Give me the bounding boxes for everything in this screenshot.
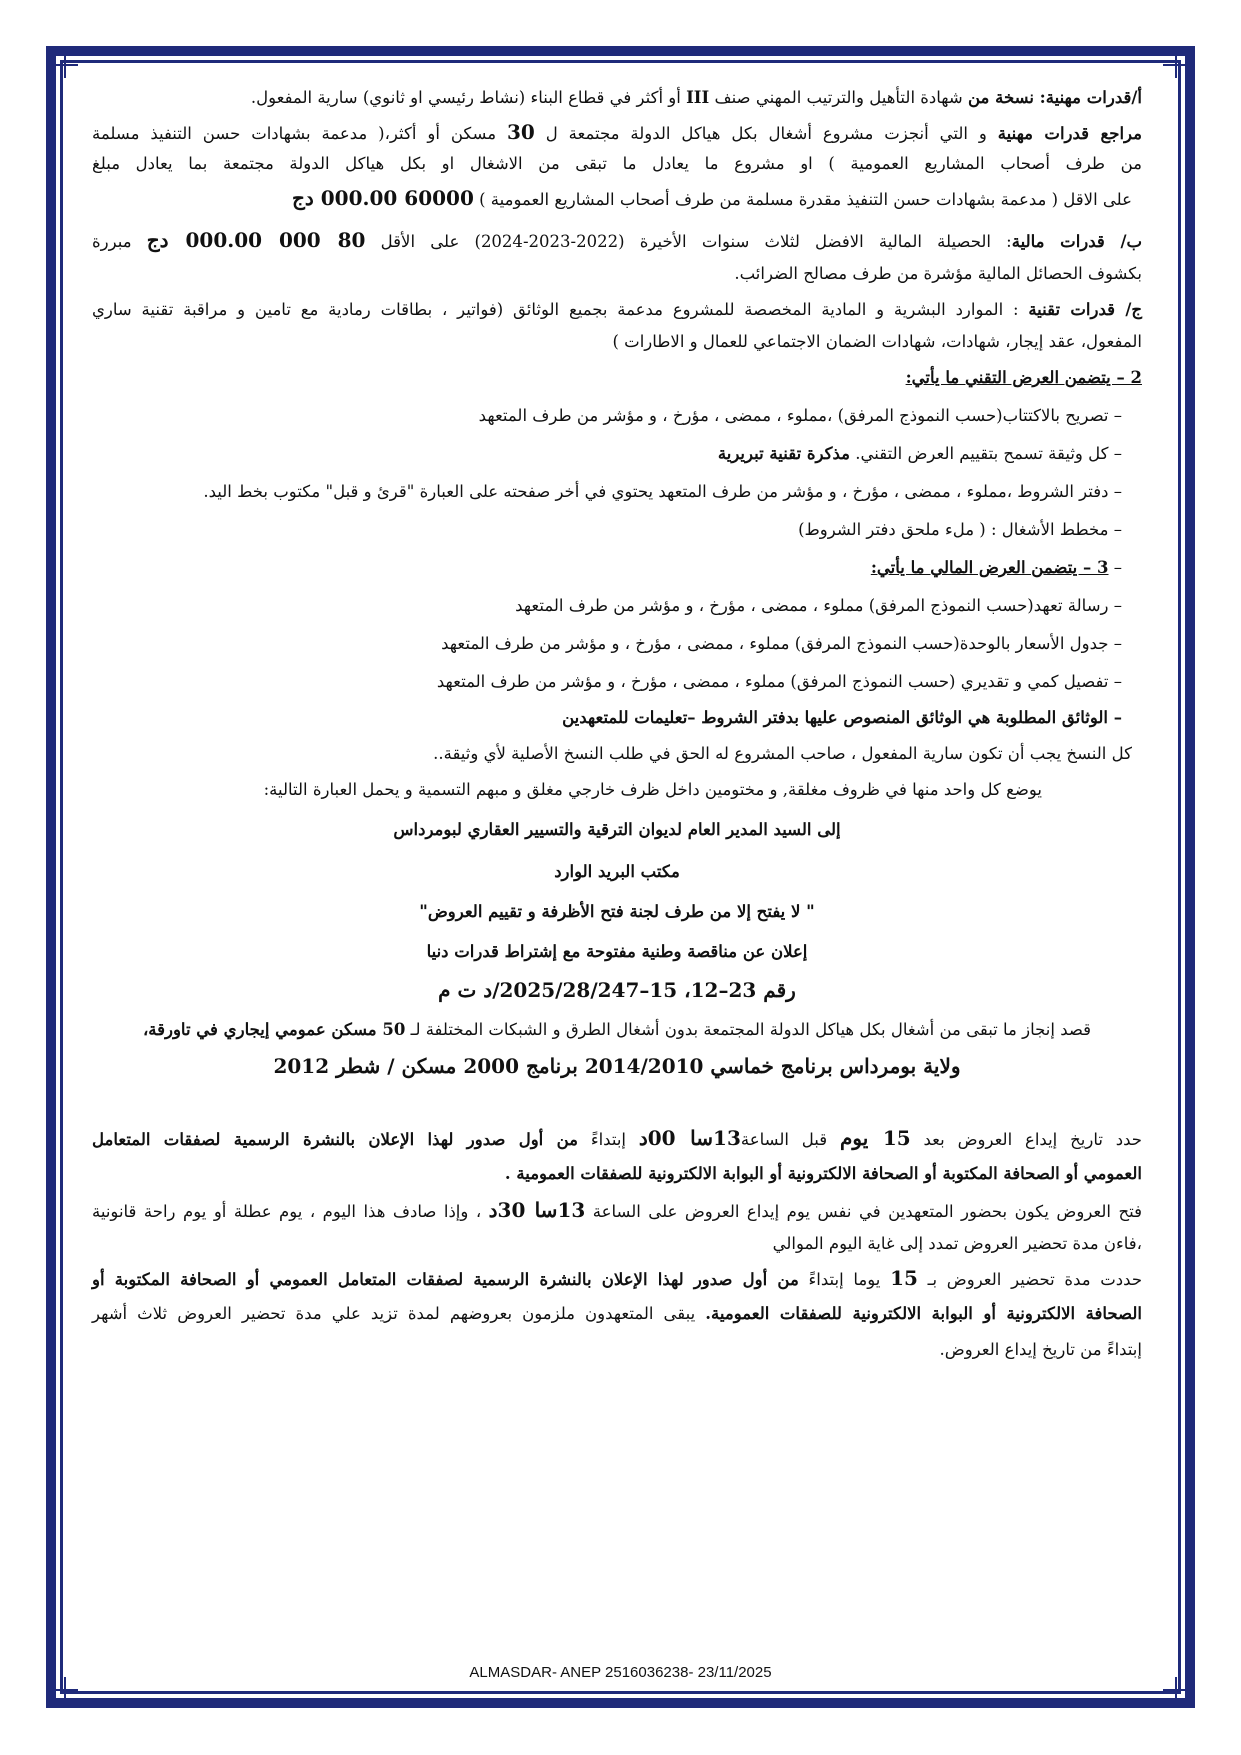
technical-item-2: – كل وثيقة تسمح بتقييم العرض التقني. مذكرة تقنية تبريرية <box>717 444 1122 463</box>
financial-item-3: – تفصيل كمي و تقديري (حسب النموذج المرفق) مملوء ، ممضى ، مؤرخ ، و مؤشر من طرف المتعهد <box>436 672 1122 691</box>
technical-offer-heading: 2 – يتضمن العرض التقني ما يأتي: <box>905 368 1142 387</box>
financial-offer-heading: – 3 – يتضمن العرض المالي ما يأتي: <box>870 558 1122 577</box>
copies-note: كل النسخ يجب أن تكون سارية المفعول ، صاحب المشروع له الحق في طلب النسخ الأصلية لأي وثيقة.. <box>433 744 1132 763</box>
address-line-3: " لا يفتح إلا من طرف لجنة فتح الأظرفة و تقييم العروض" <box>419 902 815 921</box>
financial-capacity-line-2: بكشوف الحصائل المالية مؤشرة من طرف مصالح الضرائب. <box>734 264 1142 283</box>
references-line-1: مراجع قدرات مهنية و التي أنجزت مشروع أشغال بكل هياكل الدولة مجتمعة ل 30 مسكن أو أكثر،( مدعمة بشهادات حسن التنفيذ مسلمة <box>92 120 1142 144</box>
technical-capacity-line-2: المفعول، عقد إيجار، شهادات، شهادات الضمان الاجتماعي للعمال و الاطارات ) <box>612 332 1142 351</box>
project-line-2: ولاية بومرداس برنامج خماسي 2014/2010 برنامج 2000 مسكن / شطر 2012 <box>273 1054 961 1078</box>
technical-item-3: – دفتر الشروط ،مملوء ، ممضى ، مؤرخ ، و مؤشر من طرف المتعهد يحتوي في أخر صفحته على العبارة "قرئ و قبل" مكتوب بخط اليد. <box>203 482 1122 501</box>
technical-item-1: – تصريح بالاكتتاب(حسب النموذج المرفق) ،مملوء ، ممضى ، مؤرخ ، و مؤشر من طرف المتعهد <box>478 406 1122 425</box>
opening-line-2: ،فاءن مدة تحضير العروض تمدد إلى غاية اليوم الموالي <box>772 1234 1142 1253</box>
financial-item-2: – جدول الأسعار بالوحدة(حسب النموذج المرفق) مملوء ، ممضى ، مؤرخ ، و مؤشر من طرف المتعهد <box>441 634 1122 653</box>
project-line-1: قصد إنجاز ما تبقى من أشغال بكل هياكل الدولة المجتمعة بدون أشغال الطرق و الشبكات المختلفة لـ 50 مسكن عمومي إيجاري في تاورقة، <box>142 1020 1092 1039</box>
footer-reference: ALMASDAR- ANEP 2516036238- 23/11/2025 <box>469 1664 772 1681</box>
preparation-line-3: إبتداءً من تاريخ إيداع العروض. <box>939 1340 1142 1359</box>
required-documents: – الوثائق المطلوبة هي الوثائق المنصوص عليها بدفتر الشروط –تعليمات للمتعهدين <box>562 708 1122 727</box>
address-line-2: مكتب البريد الوارد <box>554 862 680 881</box>
financial-item-1: – رسالة تعهد(حسب النموذج المرفق) مملوء ، ممضى ، مؤرخ ، و مؤشر من طرف المتعهد <box>515 596 1122 615</box>
opening-line-1: فتح العروض يكون بحضور المتعهدين في نفس يوم إيداع العروض على الساعة 13سا 30د ، وإذا صادف هذا اليوم ، يوم عطلة أو يوم راحة قانونية <box>92 1198 1142 1222</box>
professional-capacity-line: أ/قدرات مهنية: نسخة من شهادة التأهيل والترتيب المهني صنف III أو أكثر في قطاع البناء (نشاط رئيسي او ثانوي) سارية المفعول. <box>250 88 1142 107</box>
deadline-line-1: حدد تاريخ إيداع العروض بعد 15 يوم قبل الساعة13سا 00د إبتداءً من أول صدور لهذا الإعلان بالنشرة الرسمية لصفقات المتعامل <box>92 1126 1142 1150</box>
tender-number: رقم 23–12، 15–2025/28/247/د ت م <box>438 978 796 1002</box>
corner-ornament <box>52 52 78 78</box>
financial-capacity-line-1: ب/ قدرات مالية: الحصيلة المالية الافضل لثلاث سنوات الأخيرة (2022-2023-2024) على الأقل 80 000 000.00 دج مبررة <box>92 228 1143 252</box>
tender-title: إعلان عن مناقصة وطنية مفتوحة مع إشتراط قدرات دنيا <box>426 942 808 961</box>
technical-capacity-line-1: ج/ قدرات تقنية : الموارد البشرية و المادية المخصصة للمشروع مدعمة بجميع الوثائق (فواتير ، بطاقات رمادية مع تامين و مراقبة تقنية ساري <box>92 300 1142 319</box>
preparation-line-1: حددت مدة تحضير العروض بـ 15 يوما إبتداءً من أول صدور لهذا الإعلان بالنشرة الرسمية لصفقات المتعامل العمومي أو الصحافة المكتوبة أو <box>92 1266 1143 1290</box>
envelope-note: يوضع كل واحد منها في ظروف مغلقة, و مختومين داخل ظرف خارجي مغلق و مبهم التسمية و يحمل العبارة التالية: <box>263 780 1042 799</box>
deadline-line-2: العمومي أو الصحافة المكتوبة أو الصحافة الالكترونية أو البوابة الالكترونية للصفقات العمومية . <box>504 1164 1142 1183</box>
preparation-line-2: الصحافة الالكترونية أو البوابة الالكترونية للصفقات العمومية. يبقى المتعهدون ملزمون بعروضهم لمدة تزيد علي مدة تحضير العروض ثلاث أشهر <box>92 1304 1142 1323</box>
technical-item-4: – مخطط الأشغال : ( ملء ملحق دفتر الشروط) <box>798 520 1122 539</box>
references-line-3: على الاقل ( مدعمة بشهادات حسن التنفيذ مقدرة مسلمة من طرف أصحاب المشاريع العمومية ) 60000 000.00 دج <box>291 186 1132 210</box>
references-line-2: من طرف أصحاب المشاريع العمومية ) او مشروع ما يعادل ما تبقى من الاشغال او بكل هياكل الدولة مجتمعة بما يعادل مبلغ <box>92 154 1142 173</box>
address-line-1: إلى السيد المدير العام لديوان الترقية والتسيير العقاري لبومرداس <box>393 820 841 839</box>
corner-ornament <box>1163 52 1189 78</box>
